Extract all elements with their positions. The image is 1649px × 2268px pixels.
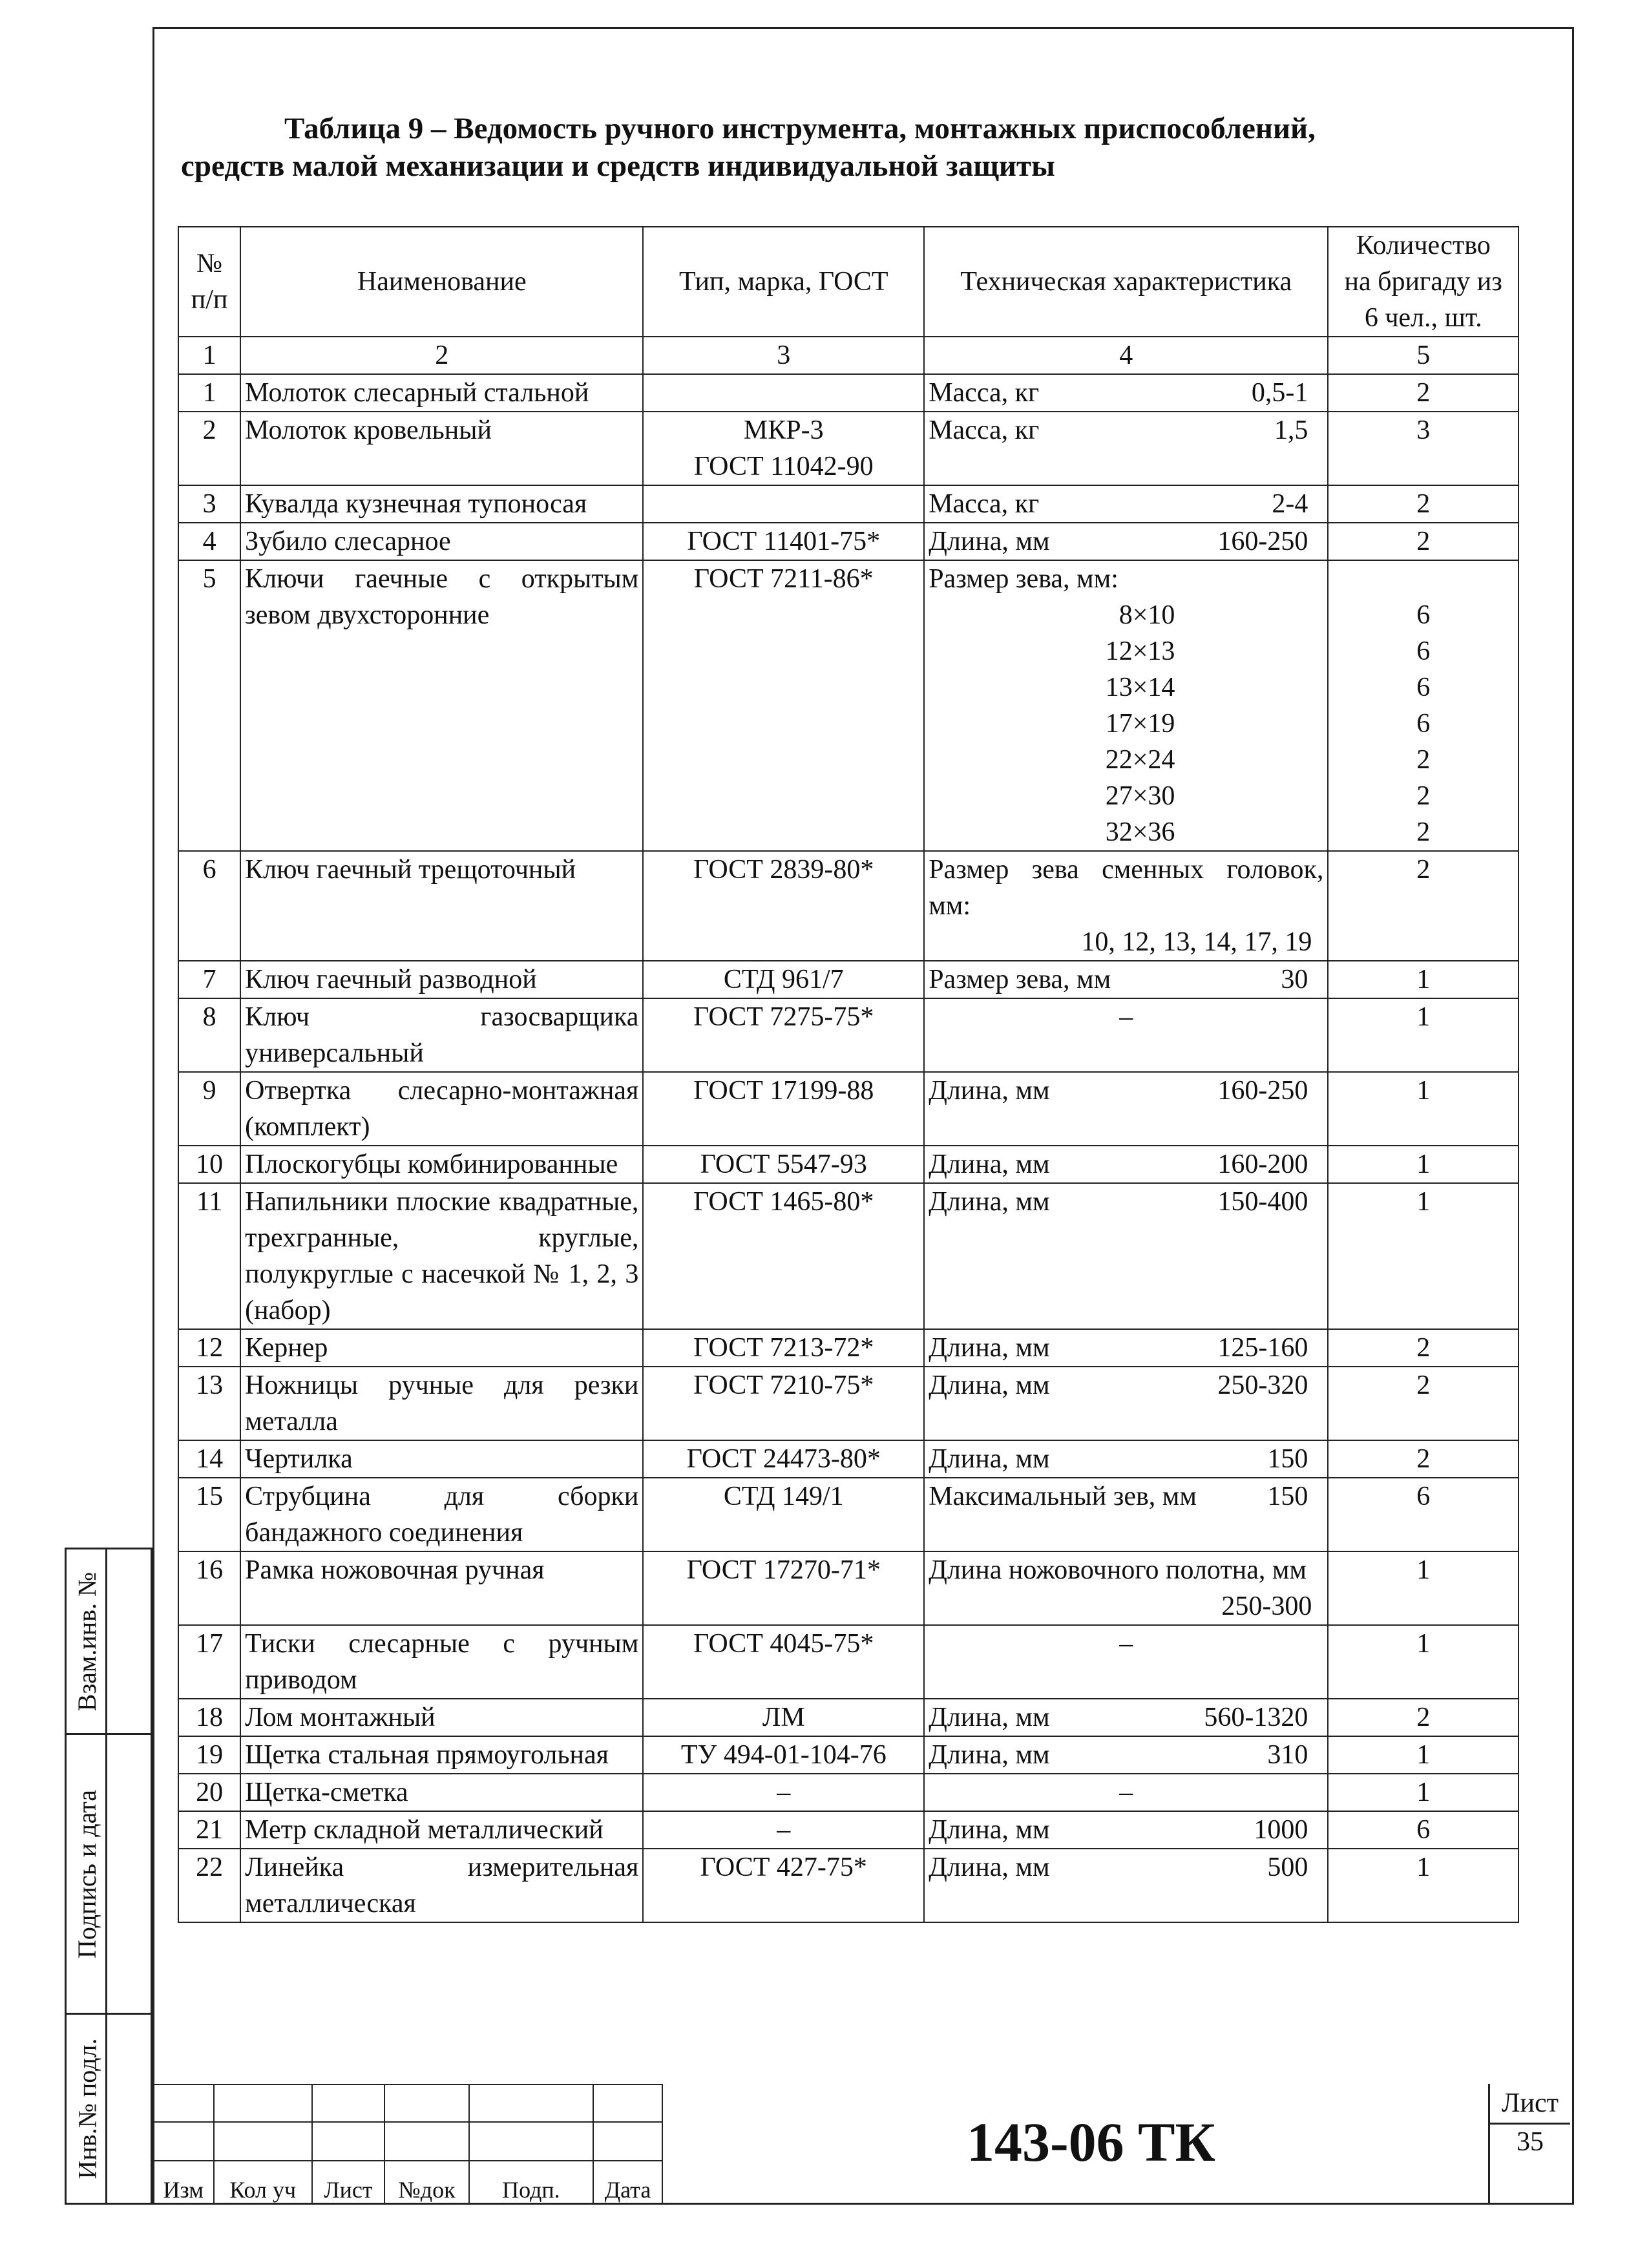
row-number: 2 [178,412,240,485]
row-number: 12 [178,1329,240,1367]
item-type: МКР-3 ГОСТ 11042-90 [643,412,924,485]
item-qty: 2 [1328,1440,1518,1478]
table-row [178,1699,1518,1736]
sheet-label: Лист [1490,2084,1570,2125]
item-qty: 1 [1328,1736,1518,1774]
jaw-size: 22×24 [1105,745,1175,775]
item-qty: 1 [1328,1551,1518,1625]
row-number: 18 [178,1699,240,1736]
tb-col-data: Дата [593,2161,662,2204]
item-name: Ключ гаечный разводной [240,961,643,998]
item-qty: 1 [1328,1146,1518,1183]
item-tech: Длина, мм 250-320 [924,1367,1328,1440]
table-row [178,485,1518,523]
row-number: 3 [178,485,240,523]
stamp-inv [65,2013,152,2205]
item-name: Молоток слесарный стальной [240,374,643,412]
table-row [178,523,1518,560]
item-qty: 2 [1328,1699,1518,1736]
tb-col-izm: Изм [153,2161,214,2204]
item-name: Плоскогубцы комбинированные [240,1146,643,1183]
item-type: ТУ 494-01-104-76 [643,1736,924,1774]
item-tech: Масса, кг 1,5 [924,412,1328,485]
item-name: Рамка ножовочная ручная [240,1551,643,1625]
item-tech: Длина, мм 500 [924,1849,1328,1922]
header-tech: Техническая характеристика [924,227,1328,337]
item-type: ГОСТ 1465-80* [643,1183,924,1329]
item-type: ГОСТ 24473-80* [643,1440,924,1478]
item-qty: 1 [1328,1183,1518,1329]
item-qty: 2 [1328,523,1518,560]
row-number: 20 [178,1774,240,1811]
table-row [178,1367,1518,1440]
table-title [181,110,1506,185]
item-type: ГОСТ 7210-75* [643,1367,924,1440]
item-qty: 1 [1328,998,1518,1072]
item-type [643,485,924,523]
table-row [178,1849,1518,1922]
table-row [178,560,1518,851]
jaw-size: 8×10 [1119,600,1175,630]
title-line-2: средств малой механизации и средств индивидуальной защиты [181,149,1055,183]
item-name: Зубило слесарное [240,523,643,560]
item-type [643,374,924,412]
row-number: 9 [178,1072,240,1146]
item-tech: Размер зева, мм 30 [924,961,1328,998]
item-type: ГОСТ 17199-88 [643,1072,924,1146]
item-qty: 2 [1328,485,1518,523]
row-number: 13 [178,1367,240,1440]
item-name: Щетка стальная прямоугольная [240,1736,643,1774]
tools-table [178,226,1519,1923]
row-number: 6 [178,851,240,961]
row-number: 16 [178,1551,240,1625]
item-type: ГОСТ 11401-75* [643,523,924,560]
row-number: 21 [178,1811,240,1849]
tb-col-list: Лист [312,2161,384,2204]
table-row [178,1774,1518,1811]
table-row [178,1736,1518,1774]
col-number: 5 [1328,337,1518,374]
item-tech: Длина, мм 160-250 [924,523,1328,560]
jaw-size: 12×13 [1105,636,1175,666]
item-name: Чертилка [240,1440,643,1478]
item-tech: Длина, мм 150 [924,1440,1328,1478]
item-type: ГОСТ 2839-80* [643,851,924,961]
item-tech: Длина, мм 150-400 [924,1183,1328,1329]
stamp-podpis-label: Подпись и дата [72,1789,102,1958]
item-tech: – [924,998,1328,1072]
item-type: ГОСТ 7211-86* [643,560,924,851]
table-row [178,1329,1518,1367]
item-qty: 6 [1328,1811,1518,1849]
table-row [178,1478,1518,1551]
item-name: Ключ газосварщика универсальный [240,998,643,1072]
col-number: 1 [178,337,240,374]
item-name: Ключ гаечный трещоточный [240,851,643,961]
jaw-size: 32×36 [1105,817,1175,847]
item-name: Струбцина для сборки бандажного соединения [240,1478,643,1551]
jaw-size: 13×14 [1105,673,1175,702]
item-tech: Размер зева сменных головок, мм: 10, 12, 13, 14, 17, 19 [924,851,1328,961]
item-name: Кувалда кузнечная тупоносая [240,485,643,523]
item-qty: 1 [1328,1625,1518,1699]
item-qty: 3 [1328,412,1518,485]
item-tech: Масса, кг 2-4 [924,485,1328,523]
item-name: Напильники плоские квадратные, трехгранные, круглые, полукруглые с насечкой № 1, 2, 3 (набор) [240,1183,643,1329]
row-number: 17 [178,1625,240,1699]
item-tech: Размер зева, мм: 8×10 12×13 13×14 17×19 22×24 27×30 32×36 [924,560,1328,851]
row-number: 10 [178,1146,240,1183]
item-tech: Длина, мм 310 [924,1736,1328,1774]
item-name: Тиски слесарные с ручным приводом [240,1625,643,1699]
tb-col-ndok: №док [384,2161,469,2204]
item-qty: 2 [1328,851,1518,961]
item-qty: 1 [1328,1774,1518,1811]
sheet-box [1488,2084,1570,2205]
header-name: Наименование [240,227,643,337]
title-block [152,2084,1574,2205]
item-qty: 1 [1328,1072,1518,1146]
item-tech: Максимальный зев, мм 150 [924,1478,1328,1551]
table-row [178,1811,1518,1849]
table-row [178,1440,1518,1478]
item-type: СТД 149/1 [643,1478,924,1551]
item-tech: Длина ножовочного полотна, мм 250-300 [924,1551,1328,1625]
table-row [178,1146,1518,1183]
item-name: Щетка-сметка [240,1774,643,1811]
item-name: Лом монтажный [240,1699,643,1736]
item-qty: 1 [1328,961,1518,998]
row-number: 4 [178,523,240,560]
tb-col-podp: Подп. [469,2161,593,2204]
stamp-podpis [65,1733,152,2015]
item-name: Ножницы ручные для резки металла [240,1367,643,1440]
table-row [178,961,1518,998]
item-type: – [643,1774,924,1811]
stamp-vzam [65,1548,152,1735]
item-name: Метр складной металлический [240,1811,643,1849]
table-row [178,1625,1518,1699]
item-qty: 6 6 6 6 2 2 2 [1328,560,1518,851]
item-qty: 2 [1328,1367,1518,1440]
item-type: ЛМ [643,1699,924,1736]
item-tech: Длина, мм 160-200 [924,1146,1328,1183]
title-block-grid [152,2084,663,2205]
header-num: № п/п [178,227,240,337]
row-number: 19 [178,1736,240,1774]
table-row [178,374,1518,412]
tb-col-koluch: Кол уч [214,2161,312,2204]
table-row [178,1551,1518,1625]
jaw-size: 17×19 [1105,709,1175,739]
header-type: Тип, марка, ГОСТ [643,227,924,337]
row-number: 14 [178,1440,240,1478]
col-number: 3 [643,337,924,374]
row-number: 5 [178,560,240,851]
table-row [178,412,1518,485]
col-number: 2 [240,337,643,374]
item-tech: Длина, мм 1000 [924,1811,1328,1849]
item-type: СТД 961/7 [643,961,924,998]
jaw-size: 27×30 [1105,781,1175,811]
item-name: Молоток кровельный [240,412,643,485]
item-name: Ключи гаечные с открытым зевом двухсторонние [240,560,643,851]
item-qty: 2 [1328,374,1518,412]
title-line-1: Таблица 9 – Ведомость ручного инструмента, монтажных приспособлений, [284,112,1316,145]
item-type: ГОСТ 7275-75* [643,998,924,1072]
row-number: 11 [178,1183,240,1329]
item-qty: 6 [1328,1478,1518,1551]
row-number: 15 [178,1478,240,1551]
col-number: 4 [924,337,1328,374]
item-tech: – [924,1625,1328,1699]
row-number: 7 [178,961,240,998]
item-qty: 1 [1328,1849,1518,1922]
table-row [178,1183,1518,1329]
row-number: 22 [178,1849,240,1922]
table-row [178,851,1518,961]
item-type: ГОСТ 427-75* [643,1849,924,1922]
stamp-inv-label: Инв.№ подл. [72,2038,102,2179]
row-number: 1 [178,374,240,412]
item-tech: Масса, кг 0,5-1 [924,374,1328,412]
stamp-vzam-label: Взам.инв. № [72,1571,102,1711]
document-code: 143-06 ТК [967,2111,1215,2173]
item-name: Кернер [240,1329,643,1367]
item-tech: Длина, мм 160-250 [924,1072,1328,1146]
table-row [178,998,1518,1072]
item-name: Линейка измерительная металлическая [240,1849,643,1922]
item-tech: – [924,1774,1328,1811]
sheet-number: 35 [1517,2127,1544,2157]
item-type: ГОСТ 5547-93 [643,1146,924,1183]
item-type: ГОСТ 7213-72* [643,1329,924,1367]
header-qty: Количество на бригаду из 6 чел., шт. [1328,227,1518,337]
item-type: ГОСТ 4045-75* [643,1625,924,1699]
item-tech: Длина, мм 125-160 [924,1329,1328,1367]
row-number: 8 [178,998,240,1072]
item-qty: 2 [1328,1329,1518,1367]
table-header-row [178,227,1518,337]
item-type: ГОСТ 17270-71* [643,1551,924,1625]
item-tech: Длина, мм 560-1320 [924,1699,1328,1736]
item-name: Отвертка слесарно-монтажная (комплект) [240,1072,643,1146]
table-row [178,1072,1518,1146]
item-type: – [643,1811,924,1849]
column-number-row [178,337,1518,374]
